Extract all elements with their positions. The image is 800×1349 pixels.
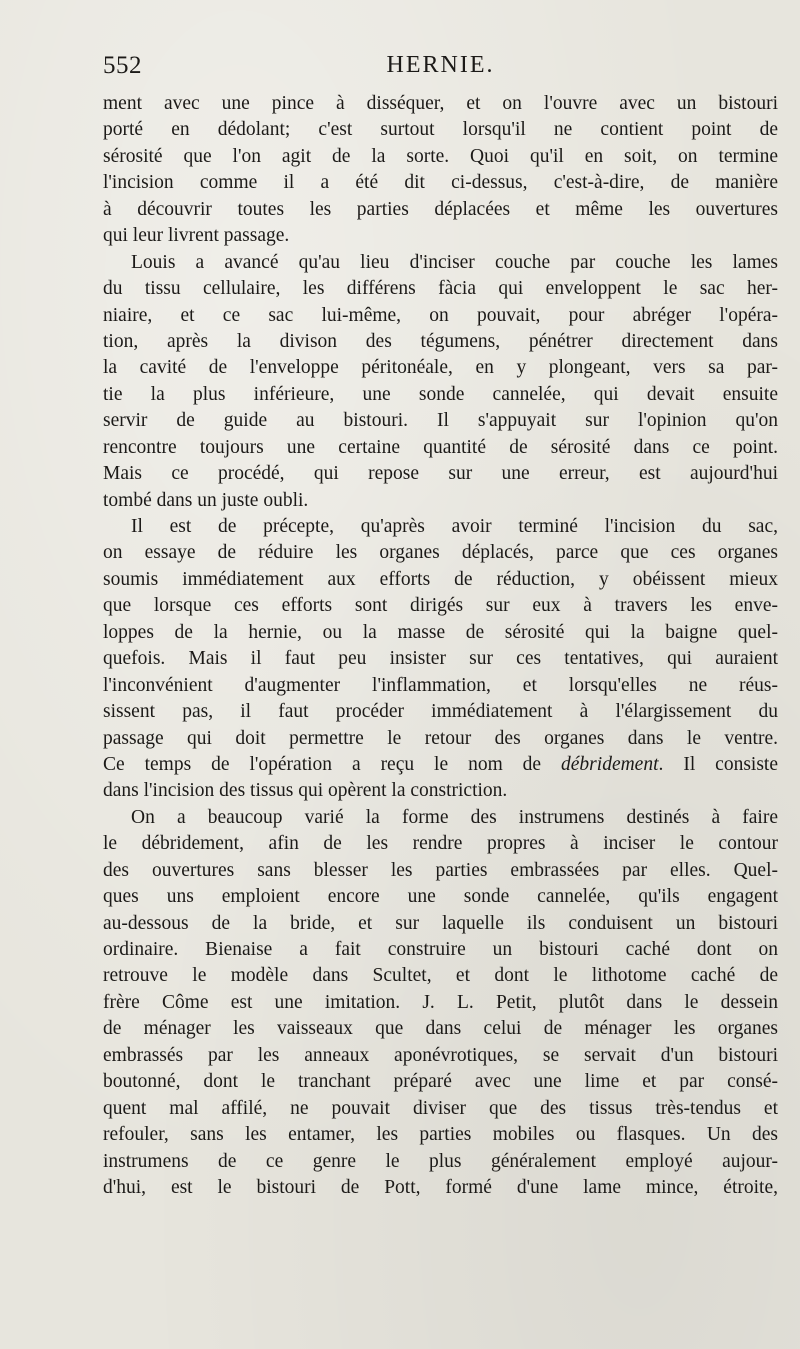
text-line-content: embrassés par les anneaux aponévrotiques, se servait d'un bistouri (103, 1044, 778, 1066)
text-line (103, 303, 778, 329)
text-line-content: de ménager les vaisseaux que dans celui de ménager les organes (103, 1018, 778, 1040)
text-line (103, 884, 778, 910)
text-line-continuation: . Il consiste (658, 753, 779, 775)
text-line-content: au-dessous de la bride, et sur laquelle ils conduisent un bistouri (103, 912, 778, 934)
text-line (103, 1122, 778, 1148)
text-body (103, 91, 778, 1201)
text-line-content: refouler, sans les entamer, les parties mobiles ou flasques. Un des (103, 1124, 778, 1146)
text-line-content: on essaye de réduire les organes déplacés, parce que ces organes (103, 542, 778, 564)
text-line-content: à découvrir toutes les parties déplacées et même les ouvertures (103, 198, 778, 220)
text-line (103, 514, 778, 540)
text-line-content: Mais ce procédé, qui repose sur une erreur, est aujourd'hui (103, 463, 778, 485)
text-line-content: l'incision comme il a été dit ci-dessus, c'est-à-dire, de manière (103, 172, 778, 194)
text-line (103, 752, 778, 778)
text-line-content: porté en dédolant; c'est surtout lorsqu'il ne contient point de (103, 119, 778, 141)
text-line (103, 382, 778, 408)
text-line-content: sissent pas, il faut procéder immédiatement à l'élargissement du (103, 701, 778, 723)
text-line-content: tie la plus inférieure, une sonde cannelée, qui devait ensuite (103, 383, 778, 405)
text-line (103, 673, 778, 699)
text-line-content: quent mal affilé, ne pouvait diviser que des tissus très-tendus et (103, 1097, 778, 1119)
text-line-content: du tissu cellulaire, les différens fàcia qui enveloppent le sac her- (103, 278, 778, 300)
text-line (103, 963, 778, 989)
text-line-content: sérosité que l'on agit de la sorte. Quoi qu'il en soit, on termine (103, 145, 778, 167)
text-line (103, 646, 778, 672)
text-line (103, 831, 778, 857)
text-line-content: tombé dans un juste oubli. (103, 489, 309, 511)
text-line (103, 276, 778, 302)
text-line-content: passage qui doit permettre le retour des organes dans le ventre. (103, 727, 778, 749)
text-line-content: rencontre toujours une certaine quantité de sérosité dans ce point. (103, 436, 778, 458)
text-line (103, 567, 778, 593)
text-line-content: frère Côme est une imitation. J. L. Petit, plutôt dans le dessein (103, 991, 778, 1013)
text-line-content: tion, après la divison des tégumens, pénétrer directement dans (103, 330, 778, 352)
text-line-content: l'inconvénient d'augmenter l'inflammation, et lorsqu'elles ne réus- (103, 674, 778, 696)
emphasized-term: débridement (561, 753, 659, 775)
text-line-content: que lorsque ces efforts sont dirigés sur eux à travers les enve- (103, 595, 778, 617)
text-line-content: soumis immédiatement aux efforts de réduction, y obéissent mieux (103, 568, 778, 590)
text-line-content: niaire, et ce sac lui-même, on pouvait, pour abréger l'opéra- (103, 304, 778, 326)
text-line (103, 488, 778, 514)
text-line-content: ment avec une pince à disséquer, et on l'ouvre avec un bistouri (103, 93, 778, 114)
text-line-content: quefois. Mais il faut peu insister sur ces tentatives, qui auraient (103, 648, 778, 670)
text-line (103, 699, 778, 725)
text-line-content: ques uns emploient encore une sonde cannelée, qu'ils engagent (103, 886, 778, 908)
text-line-content: boutonné, dont le tranchant préparé avec une lime et par consé- (103, 1071, 778, 1093)
text-line (103, 117, 778, 143)
text-line (103, 170, 778, 196)
text-line (103, 726, 778, 752)
text-line-content: Louis a avancé qu'au lieu d'inciser couche par couche les lames (131, 251, 778, 273)
text-line (103, 408, 778, 434)
text-line-content: d'hui, est le bistouri de Pott, formé d'une lame mince, étroite, (103, 1176, 778, 1198)
text-line (103, 435, 778, 461)
text-line (103, 1149, 778, 1175)
text-line (103, 1043, 778, 1069)
text-line-content: dans l'incision des tissus qui opèrent la constriction. (103, 780, 508, 802)
text-line-content: Il est de précepte, qu'après avoir terminé l'incision du sac, (131, 516, 778, 537)
text-line-content: qui leur livrent passage. (103, 225, 290, 247)
text-line (103, 1069, 778, 1095)
text-line (103, 223, 778, 249)
page-number: 552 (103, 52, 142, 79)
text-line (103, 990, 778, 1016)
page-header (103, 52, 778, 86)
text-line-content: ordinaire. Bienaise a fait construire un bistouri caché dont on (103, 939, 778, 960)
text-line-content: le débridement, afin de les rendre propres à inciser le contour (103, 833, 778, 855)
text-line (103, 620, 778, 646)
text-line-content: servir de guide au bistouri. Il s'appuyait sur l'opinion qu'on (103, 410, 778, 432)
text-line (103, 1016, 778, 1042)
text-line (103, 91, 778, 117)
text-line (103, 461, 778, 487)
text-line (103, 778, 778, 804)
text-line (103, 858, 778, 884)
text-line-content: la cavité de l'enveloppe péritonéale, en y plongeant, vers sa par- (103, 357, 778, 379)
text-line (103, 937, 778, 963)
text-line-content: instrumens de ce genre le plus généralement employé aujour- (103, 1150, 778, 1172)
text-line (103, 355, 778, 381)
text-line (103, 805, 778, 831)
text-line (103, 1096, 778, 1122)
text-line (103, 540, 778, 566)
text-line (103, 144, 778, 170)
text-line (103, 250, 778, 276)
text-line (103, 593, 778, 619)
text-line-content: retrouve le modèle dans Scultet, et dont le lithotome caché de (103, 965, 778, 987)
text-line (103, 1175, 778, 1201)
text-line-content: loppes de la hernie, ou la masse de sérosité qui la baigne quel- (103, 621, 778, 643)
running-title: HERNIE. (386, 52, 495, 78)
text-line (103, 197, 778, 223)
text-line-content: Ce temps de l'opération a reçu le nom de (103, 753, 562, 775)
text-line-content: des ouvertures sans blesser les parties embrassées par elles. Quel- (103, 859, 778, 881)
text-line-content: On a beaucoup varié la forme des instrumens destinés à faire (131, 806, 778, 828)
text-line (103, 329, 778, 355)
text-line (103, 911, 778, 937)
